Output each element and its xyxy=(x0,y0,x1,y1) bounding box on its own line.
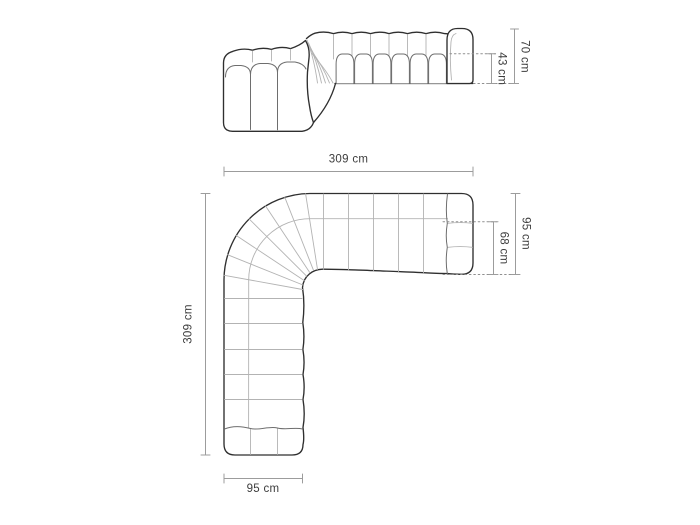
width-top-label: 309 cm xyxy=(328,153,369,166)
top-plan-view xyxy=(183,154,532,496)
side-elevation-view xyxy=(224,29,531,132)
height-total-label: 70 cm xyxy=(518,40,531,73)
seat-cushion xyxy=(410,54,428,84)
depth-end-label: 95 cm xyxy=(246,483,280,495)
seat-cushion xyxy=(392,54,410,84)
side-backrest xyxy=(307,32,450,38)
seat-cushion xyxy=(336,54,354,84)
seat-cushion xyxy=(373,54,391,84)
length-left-label: 309 cm xyxy=(182,304,195,344)
side-dimension-labels xyxy=(495,40,530,85)
depth-seat-label: 68 cm xyxy=(497,231,510,265)
seat-cushion xyxy=(355,54,373,84)
corner-bottom-sweep xyxy=(314,84,336,123)
side-near-section xyxy=(224,41,336,132)
side-seat-cushions xyxy=(336,54,446,84)
seat-cushion xyxy=(429,54,447,84)
backrest-top-edge xyxy=(307,32,450,38)
near-section-outline xyxy=(224,41,314,132)
seat-height-label: 43 cm xyxy=(495,52,508,86)
depth-total-label: 95 cm xyxy=(519,217,532,250)
